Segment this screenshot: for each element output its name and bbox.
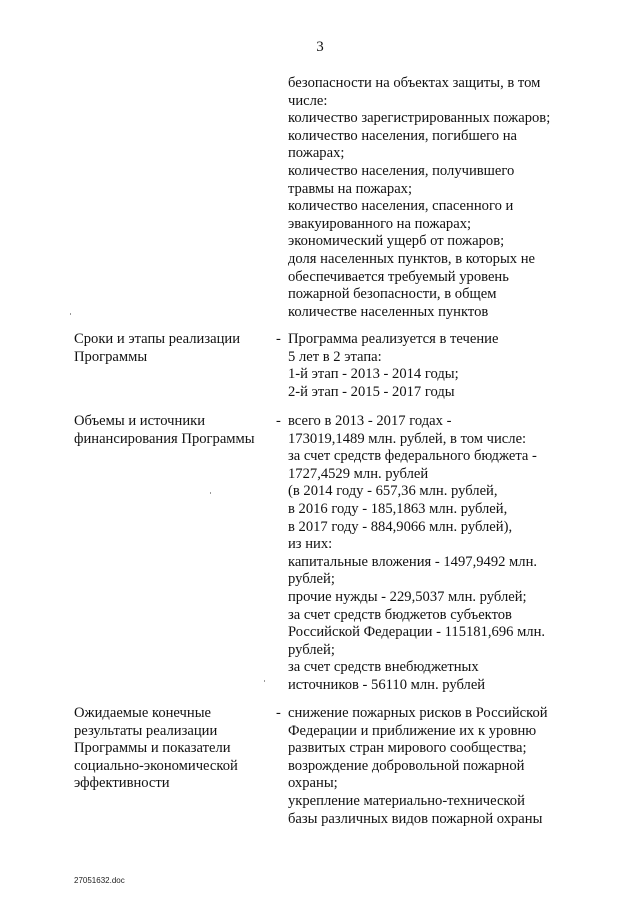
section-timeline-dash: -: [276, 331, 281, 347]
continuation-line: количестве населенных пунктов: [288, 303, 489, 320]
value-line: Российской Федерации - 115181,696 млн.: [288, 624, 546, 641]
value-line: Федерации и приближение их к уровню: [288, 722, 537, 739]
continuation-line: травмы на пожарах;: [288, 180, 413, 197]
value-line: всего в 2013 - 2017 годах -: [288, 413, 452, 429]
scan-speck: [264, 680, 265, 682]
section-funding-dash: -: [276, 413, 281, 429]
value-line: 1-й этап - 2013 - 2014 годы;: [288, 366, 459, 383]
value-line: возрождение добровольной пожарной: [288, 757, 525, 774]
continuation-line: количество населения, погибшего на: [288, 127, 518, 144]
label-line: Программы и показатели: [74, 740, 231, 757]
footer-filename: 27051632.doc: [74, 876, 125, 885]
value-line: 5 лет в 2 этапа:: [288, 348, 382, 365]
value-line: источников - 56110 млн. рублей: [288, 676, 486, 693]
value-line: рублей;: [288, 571, 335, 588]
continuation-line: числе:: [288, 92, 328, 109]
continuation-line: безопасности на объектах защиты, в том: [288, 75, 541, 91]
continuation-line: количество населения, спасенного и: [288, 198, 514, 215]
value-line: за счет средств бюджетов субъектов: [288, 606, 512, 623]
continuation-line: количество зарегистрированных пожаров;: [288, 110, 551, 127]
value-line: охраны;: [288, 775, 338, 792]
value-line: укрепление материально-технической: [288, 792, 525, 809]
value-line: в 2017 году - 884,9066 млн. рублей),: [288, 518, 513, 535]
value-line: за счет средств федерального бюджета -: [288, 448, 537, 465]
value-line: развитых стран мирового сообщества;: [288, 740, 527, 757]
continuation-block: [288, 75, 588, 321]
value-line: (в 2014 году - 657,36 млн. рублей,: [288, 483, 498, 500]
section-results-value: [288, 705, 588, 828]
continuation-line: доля населенных пунктов, в которых не: [288, 250, 536, 267]
value-line: в 2016 году - 185,1863 млн. рублей,: [288, 500, 508, 517]
value-line: Программа реализуется в течение: [288, 331, 499, 347]
value-line: прочие нужды - 229,5037 млн. рублей;: [288, 588, 527, 605]
section-timeline-label: [74, 331, 274, 366]
continuation-line: обеспечивается требуемый уровень: [288, 268, 509, 285]
scan-speck: [210, 492, 211, 494]
value-line: снижение пожарных рисков в Российской: [288, 705, 548, 721]
section-results-dash: -: [276, 705, 281, 721]
page-number: 3: [316, 39, 324, 55]
label-line: Ожидаемые конечные: [74, 705, 211, 721]
scan-speck: [70, 313, 71, 315]
value-line: из них:: [288, 536, 333, 553]
value-line: 173019,1489 млн. рублей, в том числе:: [288, 430, 527, 447]
value-line: капитальные вложения - 1497,9492 млн.: [288, 553, 538, 570]
value-line: базы различных видов пожарной охраны: [288, 810, 543, 827]
label-line: результаты реализации: [74, 722, 218, 739]
label-line: Программы: [74, 348, 148, 365]
label-line: эффективности: [74, 775, 170, 792]
label-line: Объемы и источники: [74, 413, 206, 429]
section-funding-value: [288, 413, 588, 695]
section-timeline-value: [288, 331, 588, 401]
continuation-line: экономический ущерб от пожаров;: [288, 233, 505, 250]
continuation-line: пожарной безопасности, в общем: [288, 286, 497, 303]
continuation-line: пожарах;: [288, 145, 345, 162]
label-line: Сроки и этапы реализации: [74, 331, 241, 347]
value-line: 2-й этап - 2015 - 2017 годы: [288, 383, 455, 400]
value-line: рублей;: [288, 641, 335, 658]
label-line: финансирования Программы: [74, 430, 255, 447]
label-line: социально-экономической: [74, 757, 238, 774]
section-funding-label: [74, 413, 274, 448]
value-line: за счет средств внебюджетных: [288, 659, 479, 676]
continuation-line: эвакуированного на пожарах;: [288, 215, 472, 232]
continuation-line: количество населения, получившего: [288, 162, 515, 179]
value-line: 1727,4529 млн. рублей: [288, 465, 429, 482]
section-results-label: [74, 705, 274, 793]
